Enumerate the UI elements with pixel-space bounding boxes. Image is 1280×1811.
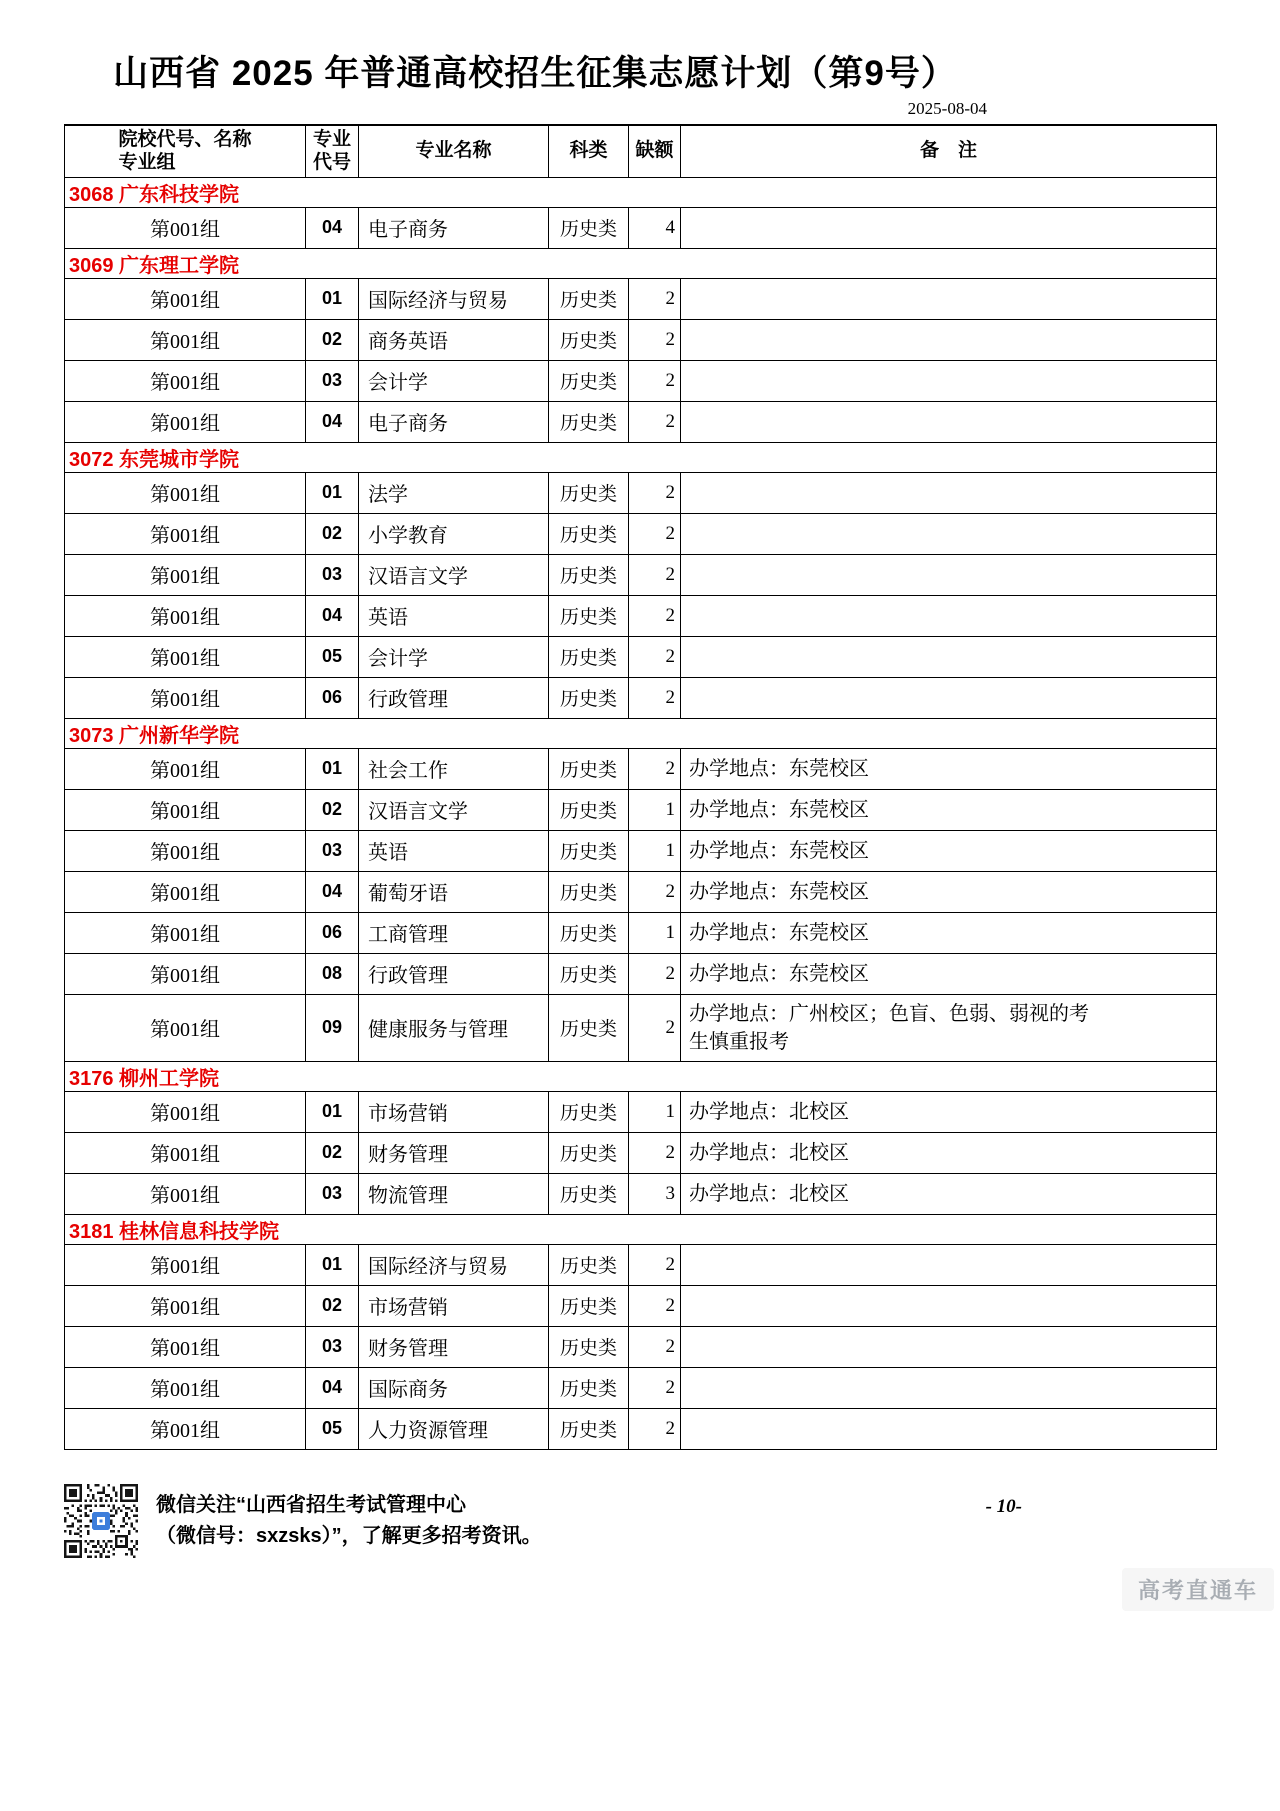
major-code-cell: 04 <box>306 871 359 912</box>
category-cell: 历史类 <box>549 1132 629 1173</box>
vacancy-cell: 2 <box>629 360 681 401</box>
category-cell: 历史类 <box>549 748 629 789</box>
plan-table-row <box>65 595 1217 636</box>
college-section-header: 3068 广东科技学院 <box>65 177 1217 207</box>
major-code-cell: 04 <box>306 401 359 442</box>
vacancy-cell: 2 <box>629 953 681 994</box>
remark-cell <box>681 319 1217 360</box>
plan-table-row <box>65 472 1217 513</box>
category-cell: 历史类 <box>549 871 629 912</box>
major-name-cell: 工商管理 <box>359 912 549 953</box>
vacancy-cell: 2 <box>629 1367 681 1408</box>
admission-plan-table <box>64 124 1217 1450</box>
major-name-cell: 英语 <box>359 595 549 636</box>
major-code-cell: 02 <box>306 789 359 830</box>
remark-cell: 办学地点：东莞校区 <box>681 830 1217 871</box>
table-header <box>65 125 1217 177</box>
major-group-cell: 第001组 <box>65 1132 306 1173</box>
vacancy-cell: 1 <box>629 830 681 871</box>
major-name-cell: 行政管理 <box>359 953 549 994</box>
major-code-cell: 01 <box>306 1244 359 1285</box>
major-code-cell: 03 <box>306 360 359 401</box>
major-group-cell: 第001组 <box>65 207 306 248</box>
remark-cell: 办学地点：东莞校区 <box>681 953 1217 994</box>
header-category-column: 科类 <box>549 125 629 177</box>
major-code-cell: 03 <box>306 554 359 595</box>
vacancy-cell: 3 <box>629 1173 681 1214</box>
major-code-cell: 03 <box>306 1326 359 1367</box>
major-name-cell: 英语 <box>359 830 549 871</box>
plan-table-row <box>65 513 1217 554</box>
header-college-line2: 专业组 <box>118 152 176 174</box>
major-name-cell: 国际经济与贸易 <box>359 278 549 319</box>
remark-cell <box>681 677 1217 718</box>
remark-cell: 办学地点：北校区 <box>681 1132 1217 1173</box>
major-group-cell: 第001组 <box>65 830 306 871</box>
major-code-cell: 04 <box>306 1367 359 1408</box>
major-group-cell: 第001组 <box>65 278 306 319</box>
remark-cell: 办学地点：东莞校区 <box>681 748 1217 789</box>
major-group-cell: 第001组 <box>65 953 306 994</box>
major-group-cell: 第001组 <box>65 513 306 554</box>
category-cell: 历史类 <box>549 677 629 718</box>
header-college-line1: 院校代号、名称 <box>118 128 252 150</box>
category-cell: 历史类 <box>549 1091 629 1132</box>
remark-cell <box>681 636 1217 677</box>
college-section-header: 3072 东莞城市学院 <box>65 442 1217 472</box>
remark-cell <box>681 1326 1217 1367</box>
major-name-cell: 汉语言文学 <box>359 789 549 830</box>
remark-cell <box>681 207 1217 248</box>
vacancy-cell: 2 <box>629 1326 681 1367</box>
vacancy-cell: 2 <box>629 319 681 360</box>
header-remark-column: 备 注 <box>681 125 1217 177</box>
major-name-cell: 会计学 <box>359 636 549 677</box>
major-group-cell: 第001组 <box>65 636 306 677</box>
major-group-cell: 第001组 <box>65 1326 306 1367</box>
major-group-cell: 第001组 <box>65 912 306 953</box>
remark-cell <box>681 1367 1217 1408</box>
vacancy-cell: 1 <box>629 1091 681 1132</box>
header-college-column <box>65 125 306 177</box>
major-group-cell: 第001组 <box>65 401 306 442</box>
major-name-cell: 小学教育 <box>359 513 549 554</box>
plan-table-row <box>65 871 1217 912</box>
plan-table-row <box>65 994 1217 1061</box>
vacancy-cell: 2 <box>629 994 681 1061</box>
footer <box>64 1484 542 1558</box>
plan-table-row <box>65 319 1217 360</box>
major-name-cell: 物流管理 <box>359 1173 549 1214</box>
major-name-cell: 健康服务与管理 <box>359 994 549 1061</box>
plan-table-row <box>65 207 1217 248</box>
category-cell: 历史类 <box>549 1326 629 1367</box>
major-group-cell: 第001组 <box>65 1244 306 1285</box>
watermark-badge: 高考直通车 <box>1122 1568 1274 1611</box>
page-number: - 10- <box>985 1496 1022 1517</box>
major-name-cell: 人力资源管理 <box>359 1408 549 1449</box>
category-cell: 历史类 <box>549 1244 629 1285</box>
vacancy-cell: 1 <box>629 912 681 953</box>
remark-cell: 办学地点：北校区 <box>681 1091 1217 1132</box>
plan-table-row <box>65 636 1217 677</box>
major-group-cell: 第001组 <box>65 748 306 789</box>
major-name-cell: 汉语言文学 <box>359 554 549 595</box>
major-group-cell: 第001组 <box>65 472 306 513</box>
major-name-cell: 电子商务 <box>359 401 549 442</box>
category-cell: 历史类 <box>549 912 629 953</box>
major-group-cell: 第001组 <box>65 595 306 636</box>
category-cell: 历史类 <box>549 1408 629 1449</box>
vacancy-cell: 2 <box>629 401 681 442</box>
category-cell: 历史类 <box>549 1367 629 1408</box>
plan-table-row <box>65 554 1217 595</box>
vacancy-cell: 2 <box>629 278 681 319</box>
major-code-cell: 01 <box>306 748 359 789</box>
plan-table-row <box>65 278 1217 319</box>
major-code-cell: 03 <box>306 1173 359 1214</box>
remark-cell: 办学地点：广州校区；色盲、色弱、弱视的考生慎重报考 <box>681 994 1217 1061</box>
remark-cell: 办学地点：东莞校区 <box>681 789 1217 830</box>
major-name-cell: 财务管理 <box>359 1326 549 1367</box>
college-section-row <box>65 1214 1217 1244</box>
category-cell: 历史类 <box>549 360 629 401</box>
plan-table-row <box>65 789 1217 830</box>
category-cell: 历史类 <box>549 513 629 554</box>
plan-table-row <box>65 912 1217 953</box>
major-name-cell: 行政管理 <box>359 677 549 718</box>
plan-table-row <box>65 1244 1217 1285</box>
college-section-header: 3181 桂林信息科技学院 <box>65 1214 1217 1244</box>
major-name-cell: 市场营销 <box>359 1285 549 1326</box>
major-group-cell: 第001组 <box>65 871 306 912</box>
plan-table-row <box>65 677 1217 718</box>
plan-table-body <box>65 177 1217 1449</box>
plan-table-row <box>65 1132 1217 1173</box>
major-group-cell: 第001组 <box>65 789 306 830</box>
vacancy-cell: 2 <box>629 472 681 513</box>
remark-cell <box>681 472 1217 513</box>
remark-cell <box>681 1285 1217 1326</box>
wechat-qr-code-icon <box>64 1484 138 1558</box>
category-cell: 历史类 <box>549 1173 629 1214</box>
plan-table-row <box>65 830 1217 871</box>
remark-cell <box>681 1244 1217 1285</box>
major-code-cell: 04 <box>306 595 359 636</box>
vacancy-cell: 2 <box>629 1244 681 1285</box>
major-name-cell: 商务英语 <box>359 319 549 360</box>
major-code-cell: 02 <box>306 319 359 360</box>
remark-cell <box>681 1408 1217 1449</box>
category-cell: 历史类 <box>549 830 629 871</box>
major-code-cell: 06 <box>306 912 359 953</box>
category-cell: 历史类 <box>549 595 629 636</box>
major-group-cell: 第001组 <box>65 554 306 595</box>
major-group-cell: 第001组 <box>65 994 306 1061</box>
major-group-cell: 第001组 <box>65 1091 306 1132</box>
college-section-header: 3069 广东理工学院 <box>65 248 1217 278</box>
header-major-code-column <box>306 125 359 177</box>
header-major-code-line1: 专业 <box>312 128 351 150</box>
plan-table-row <box>65 360 1217 401</box>
category-cell: 历史类 <box>549 319 629 360</box>
remark-cell: 办学地点：东莞校区 <box>681 871 1217 912</box>
plan-table-row <box>65 1091 1217 1132</box>
major-group-cell: 第001组 <box>65 1173 306 1214</box>
major-code-cell: 01 <box>306 1091 359 1132</box>
major-group-cell: 第001组 <box>65 319 306 360</box>
category-cell: 历史类 <box>549 953 629 994</box>
page-title: 山西省 2025 年普通高校招生征集志愿计划（第9号） <box>113 54 957 93</box>
vacancy-cell: 2 <box>629 748 681 789</box>
vacancy-cell: 2 <box>629 636 681 677</box>
remark-cell <box>681 401 1217 442</box>
major-code-cell: 02 <box>306 1132 359 1173</box>
college-section-header: 3073 广州新华学院 <box>65 718 1217 748</box>
major-code-cell: 05 <box>306 1408 359 1449</box>
vacancy-cell: 4 <box>629 207 681 248</box>
major-name-cell: 市场营销 <box>359 1091 549 1132</box>
category-cell: 历史类 <box>549 994 629 1061</box>
major-name-cell: 法学 <box>359 472 549 513</box>
vacancy-cell: 2 <box>629 1132 681 1173</box>
plan-table-row <box>65 1285 1217 1326</box>
major-name-cell: 财务管理 <box>359 1132 549 1173</box>
vacancy-cell: 2 <box>629 871 681 912</box>
category-cell: 历史类 <box>549 636 629 677</box>
vacancy-cell: 2 <box>629 513 681 554</box>
category-cell: 历史类 <box>549 554 629 595</box>
major-name-cell: 葡萄牙语 <box>359 871 549 912</box>
plan-table-row <box>65 748 1217 789</box>
college-section-row <box>65 248 1217 278</box>
college-section-row <box>65 177 1217 207</box>
vacancy-cell: 2 <box>629 677 681 718</box>
major-group-cell: 第001组 <box>65 1408 306 1449</box>
major-name-cell: 电子商务 <box>359 207 549 248</box>
category-cell: 历史类 <box>549 278 629 319</box>
wechat-notice-line1: 微信关注“山西省招生考试管理中心 <box>156 1494 466 1516</box>
vacancy-cell: 1 <box>629 789 681 830</box>
college-section-row <box>65 442 1217 472</box>
plan-table-row <box>65 1173 1217 1214</box>
college-section-row <box>65 718 1217 748</box>
major-code-cell: 05 <box>306 636 359 677</box>
category-cell: 历史类 <box>549 1285 629 1326</box>
remark-cell <box>681 554 1217 595</box>
remark-cell: 办学地点：北校区 <box>681 1173 1217 1214</box>
vacancy-cell: 2 <box>629 1285 681 1326</box>
major-code-cell: 02 <box>306 513 359 554</box>
major-code-cell: 01 <box>306 472 359 513</box>
major-group-cell: 第001组 <box>65 677 306 718</box>
remark-cell <box>681 278 1217 319</box>
category-cell: 历史类 <box>549 789 629 830</box>
plan-table-row <box>65 401 1217 442</box>
header-major-code-line2: 代号 <box>312 152 351 174</box>
vacancy-cell: 2 <box>629 595 681 636</box>
remark-cell <box>681 513 1217 554</box>
category-cell: 历史类 <box>549 472 629 513</box>
wechat-notice <box>156 1490 542 1552</box>
category-cell: 历史类 <box>549 401 629 442</box>
major-name-cell: 会计学 <box>359 360 549 401</box>
major-name-cell: 国际经济与贸易 <box>359 1244 549 1285</box>
major-code-cell: 02 <box>306 1285 359 1326</box>
college-section-header: 3176 柳州工学院 <box>65 1061 1217 1091</box>
major-code-cell: 03 <box>306 830 359 871</box>
major-code-cell: 06 <box>306 677 359 718</box>
vacancy-cell: 2 <box>629 1408 681 1449</box>
major-group-cell: 第001组 <box>65 360 306 401</box>
major-group-cell: 第001组 <box>65 1367 306 1408</box>
wechat-notice-line2: （微信号：sxzsks）”，了解更多招考资讯。 <box>156 1525 542 1547</box>
header-major-name-column: 专业名称 <box>359 125 549 177</box>
category-cell: 历史类 <box>549 207 629 248</box>
plan-table-row <box>65 953 1217 994</box>
plan-table-row <box>65 1367 1217 1408</box>
plan-table-row <box>65 1326 1217 1367</box>
document-date: 2025-08-04 <box>907 99 987 118</box>
vacancy-cell: 2 <box>629 554 681 595</box>
major-code-cell: 01 <box>306 278 359 319</box>
remark-cell: 办学地点：东莞校区 <box>681 912 1217 953</box>
major-code-cell: 04 <box>306 207 359 248</box>
major-name-cell: 社会工作 <box>359 748 549 789</box>
college-section-row <box>65 1061 1217 1091</box>
major-group-cell: 第001组 <box>65 1285 306 1326</box>
remark-cell <box>681 595 1217 636</box>
major-name-cell: 国际商务 <box>359 1367 549 1408</box>
plan-table-row <box>65 1408 1217 1449</box>
major-code-cell: 09 <box>306 994 359 1061</box>
major-code-cell: 08 <box>306 953 359 994</box>
remark-cell <box>681 360 1217 401</box>
header-vacancy-column: 缺额 <box>629 125 681 177</box>
